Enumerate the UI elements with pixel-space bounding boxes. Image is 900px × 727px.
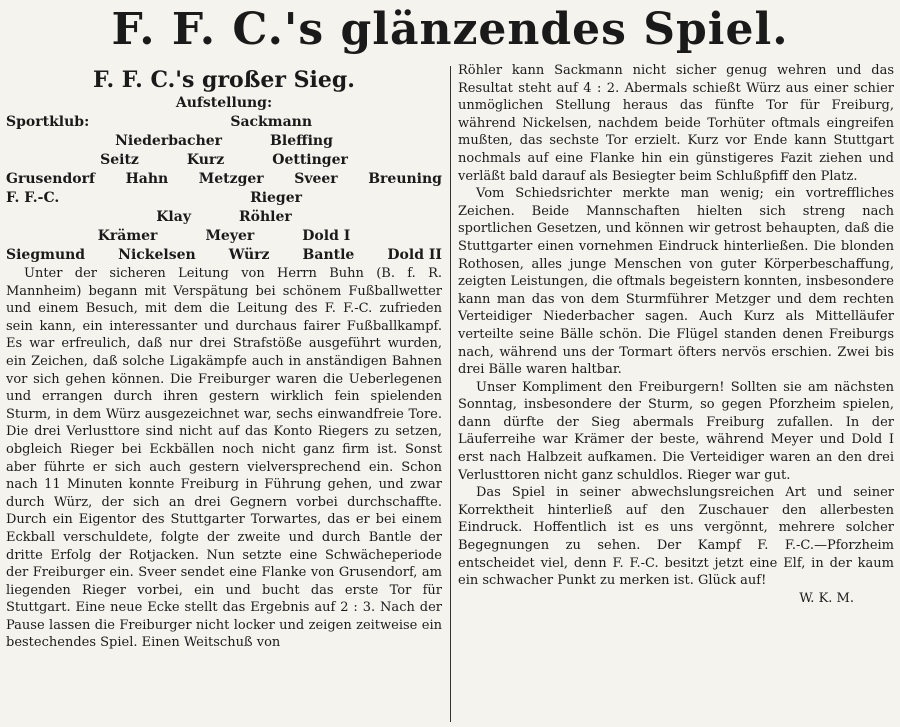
sportklub-halfbacks-row [6,151,442,170]
right-column [458,62,894,722]
subheadline: F. F. C.'s großer Sieg. [93,67,355,93]
player-name: Seitz [100,152,139,168]
column-divider [450,66,451,722]
player-name: Sackmann [230,114,312,130]
lineup-title-row [6,94,442,113]
player-name: Grusendorf [6,171,96,187]
lineup-title: Aufstellung: [175,95,273,111]
player-name: Oettinger [272,152,348,168]
player-name: Dold II [387,247,442,263]
player-name: Hahn [125,171,169,187]
player-name: Siegmund [6,247,86,263]
headline: F. F. C.'s glänzendes Spiel. [111,4,789,55]
ffc-halfbacks-row [6,227,442,246]
sportklub-backs-row [6,132,442,151]
player-name: Nickelsen [118,247,196,263]
article-paragraph: Unser Kompliment den Freiburgern! Sollten sie am nächsten Sonntag, insbesondere der Sturm, so gegen Pforzheim spielen, dann dürfte der Sieg abermals Freiburg zufallen. In der Läuferreihe war Krämer der beste, während Meyer und Dold I erst nach Halbzeit aufkamen. Die Verteidiger waren an den drei Verlusttoren nicht ganz schuldlos. Rieger war gut. [458,379,894,483]
player-name: Meyer [205,228,255,244]
left-column [6,62,442,722]
article-paragraph: Vom Schiedsrichter merkte man wenig; ein vortreffliches Zeichen. Beide Mannschaften hielten sich streng nach sportlichen Gesetzen, und können wir getrost behaupten, daß die Stuttgarter einen vornehmen Eindruck hinterließen. Die blonden Rothosen, alles junge Menschen von guter Körperbeschaffung, zeigten Leistungen, die oftmals begeistern konnten, insbesondere kann man das von dem Sturmführer Metzger und dem rechten Verteidiger Niederbacher sagen. Auch Kurz als Mittelläufer verteilte seine Bälle schön. Die Flügel standen denen Freiburgs nach, während uns der Tormart öfters nervös erschien. Zwei bis drei Bälle waren haltbar. [458,186,894,378]
sportklub-goalkeeper-row [6,113,442,132]
article-paragraph: Röhler kann Sackmann nicht sicher genug wehren und das Resultat steht auf 4 : 2. Abermals schießt Würz aus einer schier unmöglichen Stellung heraus das fünfte Tor für Freiburg, während Nickelsen, nachdem beide Torhüter oftmals eingreifen mußten, das sechste Tor erzielt. Kurz vor Ende kann Stuttgart nochmals auf eine Flanke hin ein günstigeres Fazit ziehen und verläßt bald darauf als Besiegter beim Schlußpfiff den Platz. [458,63,894,184]
player-name: Dold I [302,228,351,244]
author-signature: W. K. M. [799,590,854,606]
sportklub-forwards-row [6,170,442,189]
player-name: Krämer [97,228,158,244]
article-paragraph: Das Spiel in seiner abwechslungsreichen Art und seiner Korrektheit hinterließ auf den Zuschauer den allerbesten Eindruck. Hoffentlich ist es uns vergönnt, mehrere solcher Begegnungen zu sehen. Der Kampf F. F.-C.—Pforzheim entscheidet viel, denn F. F.-C. besitzt jetzt eine Elf, in der kaum ein schwacher Punkt zu merken ist. Glück auf! [458,485,894,589]
player-name: Metzger [198,171,264,187]
lineup [6,94,442,265]
team-label-sportklub: Sportklub: [6,114,90,130]
player-name: Röhler [238,209,292,225]
player-name: Bantle [302,247,355,263]
ffc-goalkeeper-row [6,189,442,208]
player-name: Würz [228,247,270,263]
player-name: Rieger [250,190,302,206]
player-name: Bleffing [270,133,333,149]
ffc-backs-row [6,208,442,227]
player-name: Niederbacher [115,133,223,149]
player-name: Klay [156,209,191,225]
player-name: Breuning [368,171,442,187]
ffc-forwards-row [6,246,442,265]
article-paragraph: Unter der sicheren Leitung von Herrn Buhn (B. f. R. Mannheim) begann mit Verspätung bei schönem Fußballwetter und einem Besuch, mit dem die Leitung des F. F.-C. zufrieden sein kann, ein interessanter und durchaus fairer Fußballkampf. Es war erfreulich, daß nur drei Strafstöße ausgeführt wurden, ein Zeichen, daß solche Ligakämpfe auch in anständigen Bahnen vor sich gehen können. Die Freiburger waren die Ueberlegenen und errangen durch ihren gestern wirklich fein spielenden Sturm, in dem Würz ausgezeichnet war, sechs einwandfreie Tore. Die drei Verlusttore sind nicht auf das Konto Riegers zu setzen, obgleich Rieger bei Eckbällen noch nicht ganz firm ist. Sonst aber führte er sich auch gestern vielversprechend ein. Schon nach 11 Minuten konnte Freiburg in Führung gehen, und zwar durch Würz, der sich an drei Gegnern vorbei durchschaffte. Durch ein Eigentor des Stuttgarter Torwartes, das er bei einem Eckball verschuldete, folgte der zweite und durch Bantle der dritte Erfolg der Rotjacken. Nun setzte eine Schwächeperiode der Freiburger ein. Sveer sendet eine Flanke von Grusendorf, am liegenden Rieger vorbei, ein und bucht das erste Tor für Stuttgart. Eine neue Ecke stellt das Ergebnis auf 2 : 3. Nach der Pause lassen die Freiburger nicht locker und zeigen zeitweise ein bestechendes Spiel. Einen Weitschuß von [6,266,442,651]
team-label-ffc: F. F.-C. [6,190,60,206]
player-name: Sveer [294,171,338,187]
player-name: Kurz [186,152,225,168]
